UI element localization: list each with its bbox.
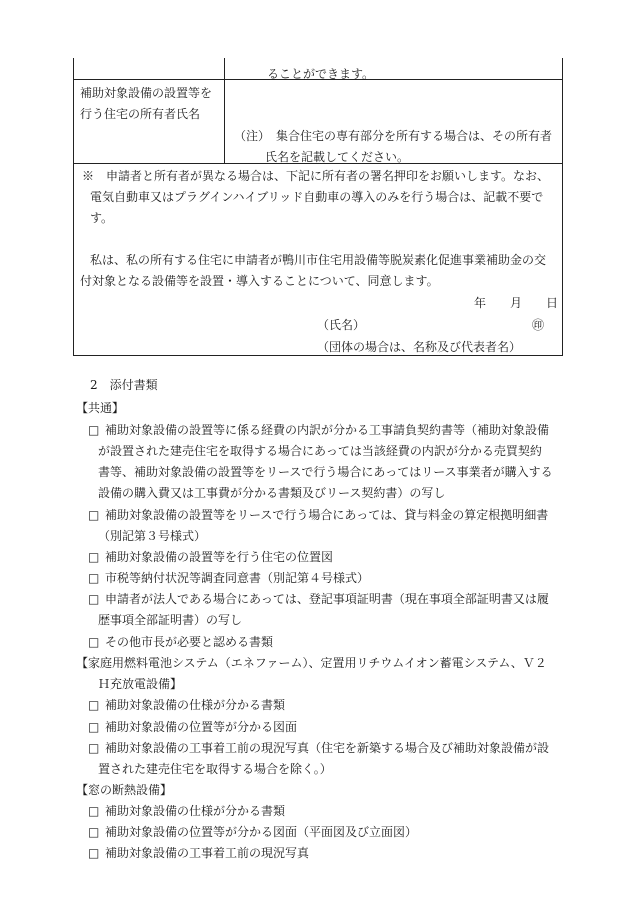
checkbox-icon: □ [88, 698, 100, 712]
checklist-item: □ 補助対象設備の工事着工前の現況写真 [88, 846, 310, 860]
checklist-item: □ 補助対象設備の設置等をリースで行う場合にあっては、貸与料金の算定根拠明細書 [88, 508, 549, 522]
checklist-item: □ 市税等納付状況等調査同意書（別記第４号様式） [88, 571, 370, 585]
group-label: （団体の場合は、名称及び代表者名） [317, 340, 522, 354]
checkbox-icon: □ [88, 825, 100, 839]
consent-text: 私は、私の所有する住宅に申請者が鴨川市住宅用設備等脱炭素化促進事業補助金の交 [90, 253, 547, 267]
checklist-item-continued: 歴事項全部証明書）の写し [98, 613, 243, 627]
group-heading-fuel-cell: 【家庭用燃料電池システム（エネファーム）、定置用リチウムイオン蓄電システム、Ｖ２ [76, 656, 547, 670]
checkbox-icon: □ [88, 571, 100, 585]
checkbox-icon: □ [88, 741, 100, 755]
checklist-item: □ 補助対象設備の位置等が分かる図面（平面図及び立面図） [88, 825, 418, 839]
checkbox-icon: □ [88, 635, 100, 649]
checklist-item: □ 補助対象設備の工事着工前の現況写真（住宅を新築する場合及び補助対象設備が設 [88, 741, 550, 755]
consent-text: 付対象となる設備等を設置・導入することについて、同意します。 [80, 274, 439, 288]
date-field: 年 月 日 [474, 296, 559, 310]
checkbox-icon: □ [88, 846, 100, 860]
annotation-text: 電気自動車又はプラグインハイブリッド自動車の導入のみを行う場合は、記載不要で [90, 190, 544, 204]
checklist-item: □ 申請者が法人である場合にあっては、登記事項証明書（現在事項全部証明書又は履 [88, 592, 549, 606]
checkbox-icon: □ [88, 508, 100, 522]
owner-consent-form [73, 58, 563, 356]
checkbox-icon: □ [88, 423, 100, 437]
group-heading-common: 【共通】 [76, 401, 125, 415]
checklist-item: □ 補助対象設備の仕様が分かる書類 [88, 698, 286, 712]
checklist-item-continued: 置された建売住宅を取得する場合を除く。） [98, 762, 332, 776]
checkbox-icon: □ [88, 592, 100, 606]
table-column-divider [224, 58, 225, 163]
continuation-text: ることができます。 [267, 67, 375, 81]
seal-mark: ㊞ [532, 318, 545, 332]
checkbox-icon: □ [88, 720, 100, 734]
checklist-item: □ 補助対象設備の設置等を行う住宅の位置図 [88, 550, 334, 564]
checkbox-icon: □ [88, 804, 100, 818]
name-label: （氏名） [317, 318, 366, 332]
checklist-item-continued: （別記第３号様式） [98, 529, 207, 543]
checklist-item: □ 補助対象設備の設置等に係る経費の内訳が分かる工事請負契約書等（補助対象設備 [88, 423, 550, 437]
group-heading-window-insulation: 【窓の断熱設備】 [76, 783, 173, 797]
annotation-text: ※ 申請者と所有者が異なる場合は、下記に所有者の署名押印をお願いします。なお、 [82, 169, 550, 183]
annotation-text: す。 [90, 211, 114, 225]
checklist-item: □ 補助対象設備の仕様が分かる書類 [88, 804, 286, 818]
checklist-item-continued: 書等、補助対象設備の設置等をリースで行う場合にあってはリース事業者が購入する [98, 465, 553, 479]
owner-note: （注） 集合住宅の専有部分を所有する場合は、その所有者 [234, 129, 553, 143]
checklist-item-continued: が設置された建売住宅を取得する場合にあっては当該経費の内訳が分かる売買契約 [98, 444, 542, 458]
group-heading-continued: Ｈ充放電設備】 [98, 677, 183, 691]
checkbox-icon: □ [88, 550, 100, 564]
owner-label: 行う住宅の所有者氏名 [80, 107, 201, 121]
checklist-item: □ 補助対象設備の位置等が分かる図面 [88, 720, 298, 734]
owner-label: 補助対象設備の設置等を [80, 86, 213, 100]
section-title: 2 添付書類 [90, 378, 158, 392]
owner-note: 氏名を記載してください。 [265, 150, 410, 164]
checklist-item: □ その他市長が必要と認める書類 [88, 635, 274, 649]
checklist-item-continued: 設備の購入費又は工事費が分かる書類及びリース契約書）の写し [98, 486, 446, 500]
